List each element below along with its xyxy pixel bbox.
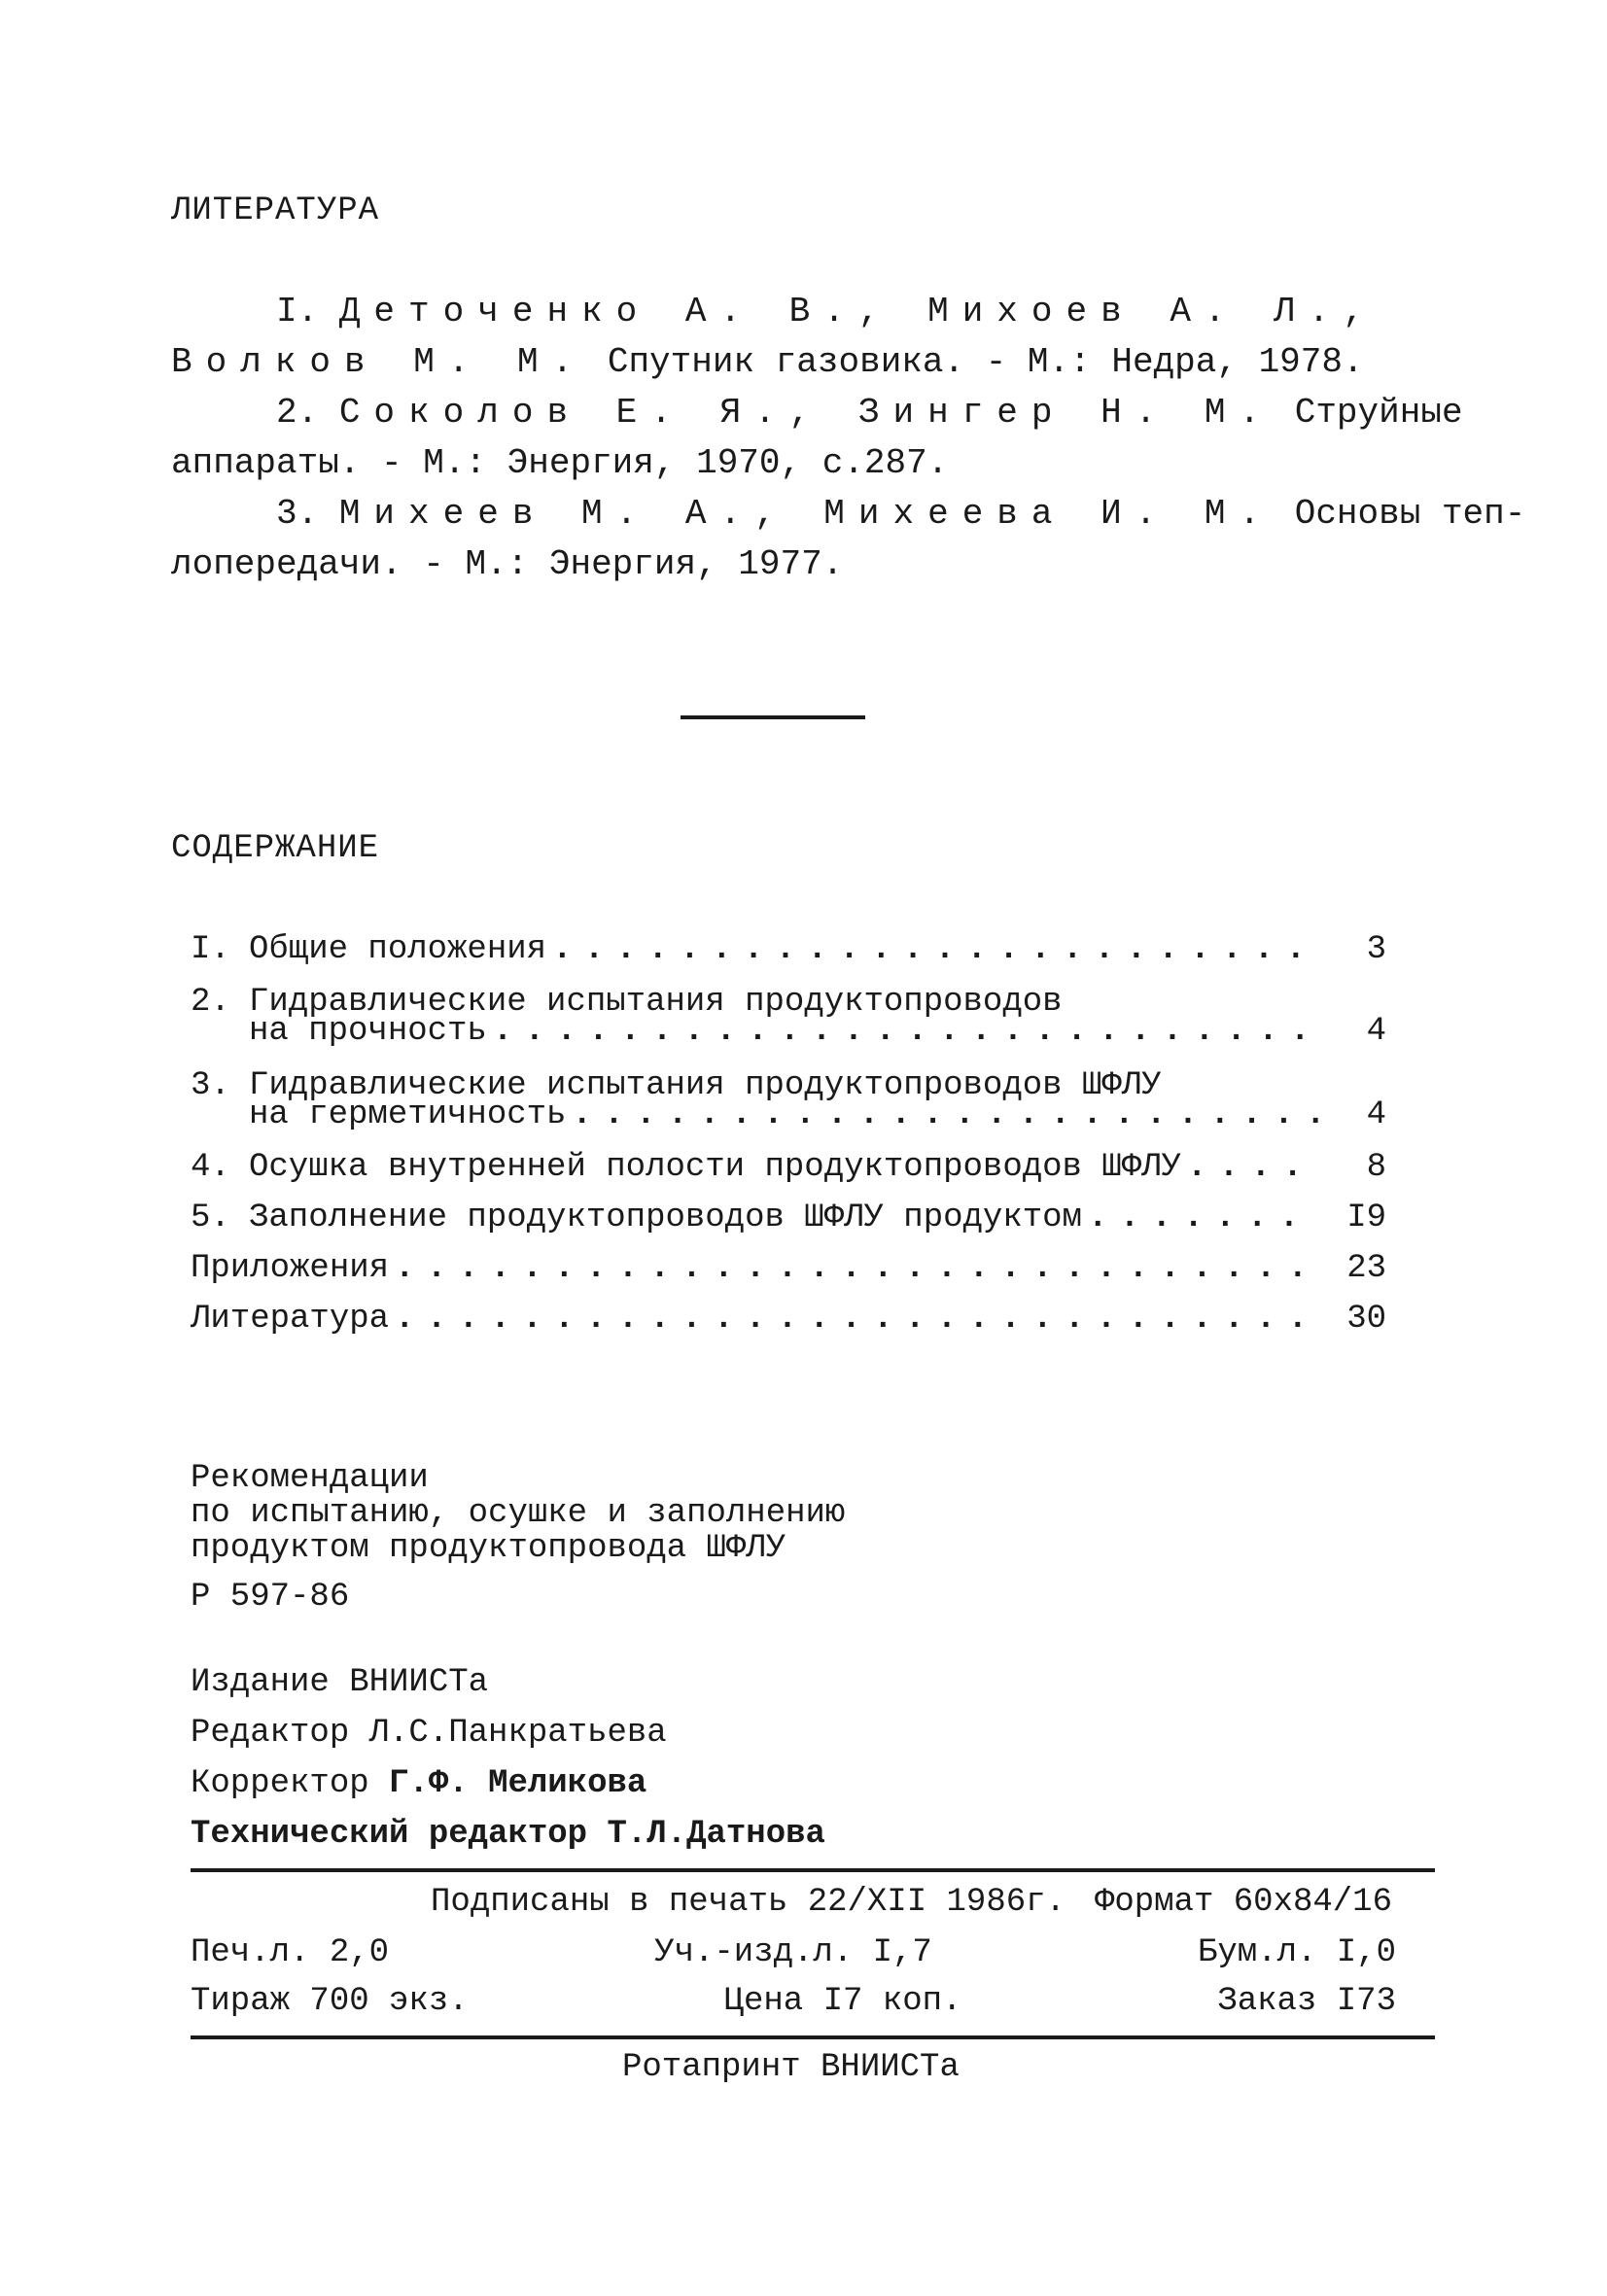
corrector xyxy=(191,1765,646,1802)
toc-page: 30 xyxy=(1346,1301,1386,1338)
publication-title-line-3: продуктом продуктопровода ШФЛУ xyxy=(191,1530,786,1567)
reference-text: Струйные xyxy=(1274,393,1463,433)
toc-leader xyxy=(1082,1200,1318,1236)
signed-for-print: Подписаны в печать 22/XII 1986г. xyxy=(431,1884,1066,1921)
toc-item-3 xyxy=(191,1067,1386,1133)
toc-page: 4 xyxy=(1366,1013,1386,1050)
toc-leader xyxy=(1181,1149,1318,1186)
toc-title: Гидравлические испытания продуктопроводов ШФЛУ xyxy=(249,1067,1162,1104)
section-divider xyxy=(681,715,865,719)
footer-row-1 xyxy=(191,1884,1392,1921)
reference-number: 2. xyxy=(276,393,319,433)
print-sheets: Печ.л. 2,0 xyxy=(191,1934,390,1971)
toc-page: 23 xyxy=(1346,1250,1386,1287)
toc-title: Литература xyxy=(191,1301,390,1338)
toc-title: Осушка внутренней полости продуктопроводов ШФЛУ xyxy=(249,1149,1181,1186)
toc-title: Заполнение продуктопроводов ШФЛУ продуктом xyxy=(249,1200,1082,1236)
toc-leader xyxy=(566,1096,1318,1133)
reference-authors: Волков М. М. xyxy=(171,342,587,382)
reference-number: 3. xyxy=(276,494,319,534)
toc-item-appendices xyxy=(191,1250,1386,1287)
corrector-name: Г.Ф. Меликова xyxy=(389,1765,647,1802)
reference-3-line-1 xyxy=(276,494,1525,534)
toc-item-2 xyxy=(191,984,1386,1050)
toc-leader xyxy=(487,1013,1318,1050)
toc-page: I9 xyxy=(1346,1200,1386,1236)
toc-title-continued: на прочность xyxy=(249,1013,487,1050)
reference-2-line-1 xyxy=(276,393,1463,433)
publisher: Издание ВНИИСТа xyxy=(191,1664,489,1701)
literature-heading: ЛИТЕРАТУРА xyxy=(171,192,380,229)
paper-format: Формат 60х84/16 xyxy=(1094,1884,1392,1921)
footer-top-rule xyxy=(191,1868,1435,1872)
footer-row-3 xyxy=(191,1983,1396,2020)
toc-number: 2. xyxy=(191,984,230,1021)
reference-2-line-2: аппараты. - М.: Энергия, 1970, с.287. xyxy=(171,443,949,483)
reference-1-line-1 xyxy=(276,292,1378,331)
toc-item-literature xyxy=(191,1301,1386,1338)
corrector-label: Корректор xyxy=(191,1765,369,1802)
order-number: Заказ I73 xyxy=(1217,1983,1396,2020)
reference-text: Основы теп- xyxy=(1274,494,1526,534)
toc-title: Общие положения xyxy=(249,931,547,968)
toc-page: 8 xyxy=(1366,1149,1386,1186)
reference-number: I. xyxy=(276,292,319,331)
toc-number: 3. xyxy=(191,1067,230,1104)
paper-sheets: Бум.л. I,0 xyxy=(1197,1934,1396,1971)
reference-1-line-2 xyxy=(171,342,1364,382)
toc-page: 4 xyxy=(1366,1096,1386,1133)
contents-heading: СОДЕРЖАНИЕ xyxy=(171,830,380,867)
toc-title: Гидравлические испытания продуктопроводов xyxy=(249,984,1063,1021)
toc-item-1 xyxy=(191,931,1386,968)
technical-editor-name: Т.Л.Датнова xyxy=(607,1816,825,1853)
toc-number: I. xyxy=(191,931,230,968)
reference-3-line-2: лопередачи. - М.: Энергия, 1977. xyxy=(171,544,844,584)
toc-number: 4. xyxy=(191,1149,230,1186)
publication-sheets: Уч.-изд.л. I,7 xyxy=(654,1934,932,1971)
editor: Редактор Л.С.Панкратьева xyxy=(191,1715,667,1752)
reference-authors: Соколов Е. Я., Зингер Н. М. xyxy=(338,393,1275,433)
technical-editor xyxy=(191,1816,825,1853)
publication-title-line-2: по испытанию, осушке и заполнению xyxy=(191,1495,846,1532)
reference-authors: Михеев М. А., Михеева И. М. xyxy=(338,494,1275,534)
print-run: Тираж 700 экз. xyxy=(191,1983,469,2020)
toc-page: 3 xyxy=(1366,931,1386,968)
publication-code: Р 597-86 xyxy=(191,1579,350,1616)
footer-bottom-rule xyxy=(191,2035,1435,2039)
toc-leader xyxy=(389,1250,1318,1287)
publication-title-line-1: Рекомендации xyxy=(191,1460,429,1497)
toc-leader xyxy=(546,931,1318,968)
toc-item-4 xyxy=(191,1149,1386,1186)
toc-item-5 xyxy=(191,1200,1386,1236)
printer: Ротапринт ВНИИСТа xyxy=(622,2049,960,2086)
toc-leader xyxy=(389,1301,1318,1338)
footer-row-2 xyxy=(191,1934,1396,1971)
toc-title-continued: на герметичность xyxy=(249,1096,567,1133)
toc-number: 5. xyxy=(191,1200,230,1236)
toc-title: Приложения xyxy=(191,1250,390,1287)
reference-text: Спутник газовика. - М.: Недра, 1978. xyxy=(586,342,1364,382)
reference-authors: Деточенко А. В., Михоев А. Л., xyxy=(338,292,1378,331)
technical-editor-label: Технический редактор xyxy=(191,1816,588,1853)
price: Цена I7 коп. xyxy=(723,1983,962,2020)
